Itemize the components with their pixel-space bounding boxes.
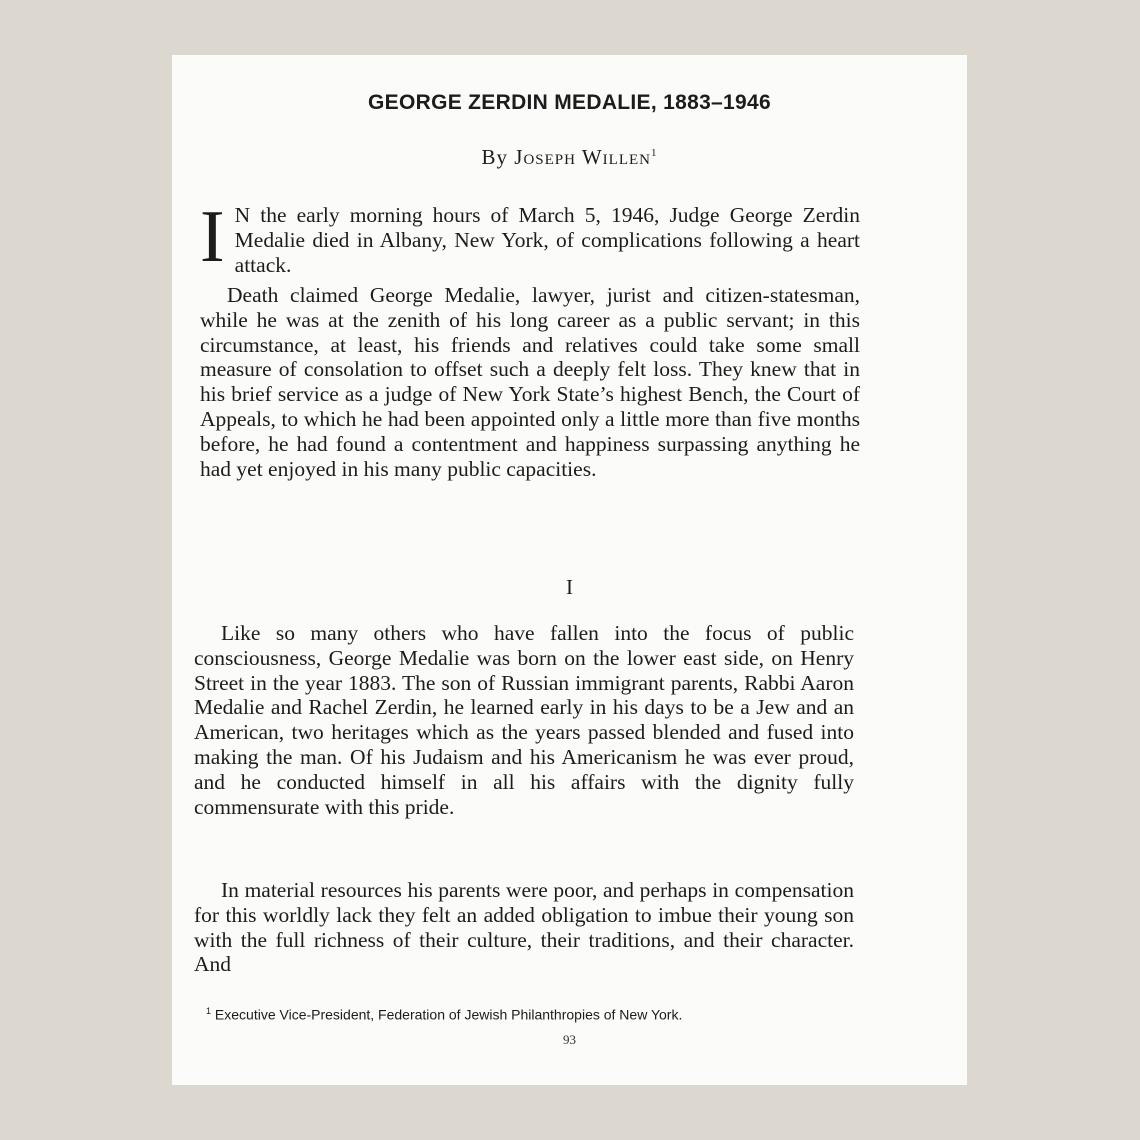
footnote-marker: 1 [206, 1006, 212, 1016]
byline-prefix: By [481, 145, 509, 169]
section-numeral: I [566, 575, 573, 599]
byline-footnote-marker: 1 [650, 147, 658, 159]
paragraph-4: In material resources his parents were poor, and perhaps in compensation for this worldly lack they felt an added obligation to imbue their young son with the full richness of their culture, their traditions, and their character. And [194, 878, 854, 977]
paragraph-3: Like so many others who have fallen into the focus of public consciousness, George Medalie was born on the lower east side, on Henry Street in the year 1883. The son of Russian immigrant parents, Rabbi Aaron Medalie and Rachel Zerdin, he learned early in his days to be a Jew and an American, two heritages which as the years passed blended and fused into making the man. Of his Judaism and his Americanism he was ever proud, and he conducted himself in all his affairs with the dignity fully commensurate with this pride. [194, 621, 854, 819]
page-number: 93 [563, 1032, 576, 1047]
paragraph-1 [200, 196, 860, 278]
footnote-text: Executive Vice-President, Federation of Jewish Philanthropies of New York. [214, 1006, 683, 1023]
document-page [172, 55, 967, 1085]
byline [172, 145, 967, 170]
footnote [206, 1006, 682, 1023]
byline-author: Joseph Willen [514, 145, 651, 169]
paragraph-1-text: N the early morning hours of March 5, 1946, Judge George Zerdin Medalie died in Albany, New York, of complications following a heart attack. [234, 203, 860, 277]
paragraph-2: Death claimed George Medalie, lawyer, jurist and citizen-statesman, while he was at the zenith of his long career as a public servant; in this circumstance, at least, his friends and relatives could take some small measure of consolation to offset such a deeply felt loss. They knew that in his brief service as a judge of New York State’s highest Bench, the Court of Appeals, to which he had been appointed only a little more than five months before, he had found a contentment and happiness surpassing anything he had yet enjoyed in his many public capacities. [200, 283, 860, 481]
article-title: GEORGE ZERDIN MEDALIE, 1883–1946 [368, 91, 771, 114]
drop-cap: I [200, 196, 225, 278]
